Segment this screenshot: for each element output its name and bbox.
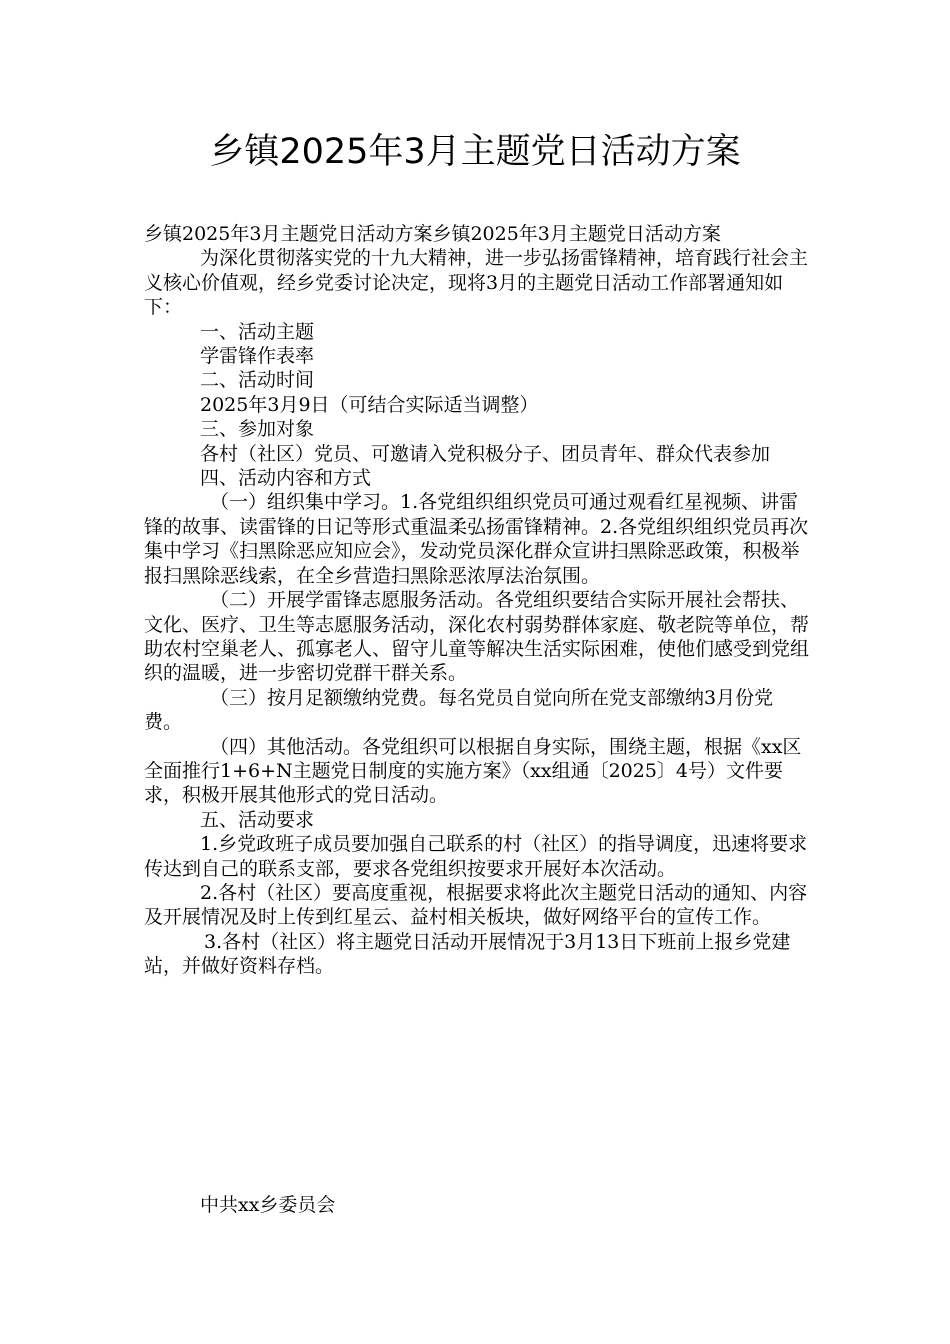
paragraph-content-4: （四）其他活动。各党组织可以根据自身实际，围绕主题，根据《xx区全面推行1+6+N主题党日制度的实施方案》（xx组通〔2025〕4号）文件要求，积极开展其他形式的党日活动。: [144, 735, 802, 807]
paragraph-content-1: （一）组织集中学习。1.各党组织组织党员可通过观看红星视频、讲雷锋的故事、读雷锋的日记等形式重温柔弘扬雷锋精神。2.各党组织组织党员再次集中学习《扫黑除恶应知应会》，发动党员深化群众宣讲扫黑除恶政策，积极举报扫黑除恶线索，在全乡营造扫黑除恶浓厚法治氛围。: [144, 491, 809, 587]
document-title: 乡镇2025年3月主题党日活动方案: [209, 132, 741, 172]
section-heading-content: 四、活动内容和方式: [200, 467, 372, 490]
paragraph-requirement-2: 2.各村（社区）要高度重视，根据要求将此次主题党日活动的通知、内容及开展情况及时上传到红星云、益村相关板块，做好网络平台的宣传工作。: [144, 881, 808, 929]
section-heading-requirements: 五、活动要求: [200, 808, 315, 831]
paragraph-requirement-3: 3.各村（社区）将主题党日活动开展情况于3月13日下班前上报乡党建站，并做好资料存档。: [144, 930, 791, 978]
paragraph-content-2: （二）开展学雷锋志愿服务活动。各党组织要结合实际开展社会帮扶、文化、医疗、卫生等志愿服务活动，深化农村弱势群体家庭、敬老院等单位，帮助农村空巢老人、孤寡老人、留守儿童等解决生活实际困难，使他们感受到党组织的温暖，进一步密切党群干群关系。: [144, 589, 810, 685]
signature: 中共xx乡委员会: [200, 1194, 336, 1216]
paragraph-requirement-1: 1.乡党政班子成员要加强自己联系的村（社区）的指导调度，迅速将要求传达到自己的联系支部，要求各党组织按要求开展好本次活动。: [144, 833, 808, 880]
paragraph-theme: 学雷锋作表率: [200, 345, 315, 368]
paragraph-time: 2025年3月9日（可结合实际适当调整）: [200, 393, 539, 416]
section-heading-theme: 一、活动主题: [200, 320, 315, 343]
paragraph-repeated-title: 乡镇2025年3月主题党日活动方案乡镇2025年3月主题党日活动方案: [144, 223, 721, 245]
section-heading-participants: 三、参加对象: [200, 418, 315, 441]
section-heading-time: 二、活动时间: [200, 369, 315, 392]
paragraph-participants: 各村（社区）党员、可邀请入党积极分子、团员青年、群众代表参加: [200, 442, 771, 465]
paragraph-content-3: （三）按月足额缴纳党费。每名党员自觉向所在党支部缴纳3月份党费。: [144, 686, 774, 734]
paragraph-intro: 为深化贯彻落实党的十九大精神，进一步弘扬雷锋精神，培育践行社会主义核心价值观，经乡党委讨论决定，现将3月的主题党日活动工作部署通知如下：: [144, 247, 809, 319]
document-body: [144, 222, 810, 979]
